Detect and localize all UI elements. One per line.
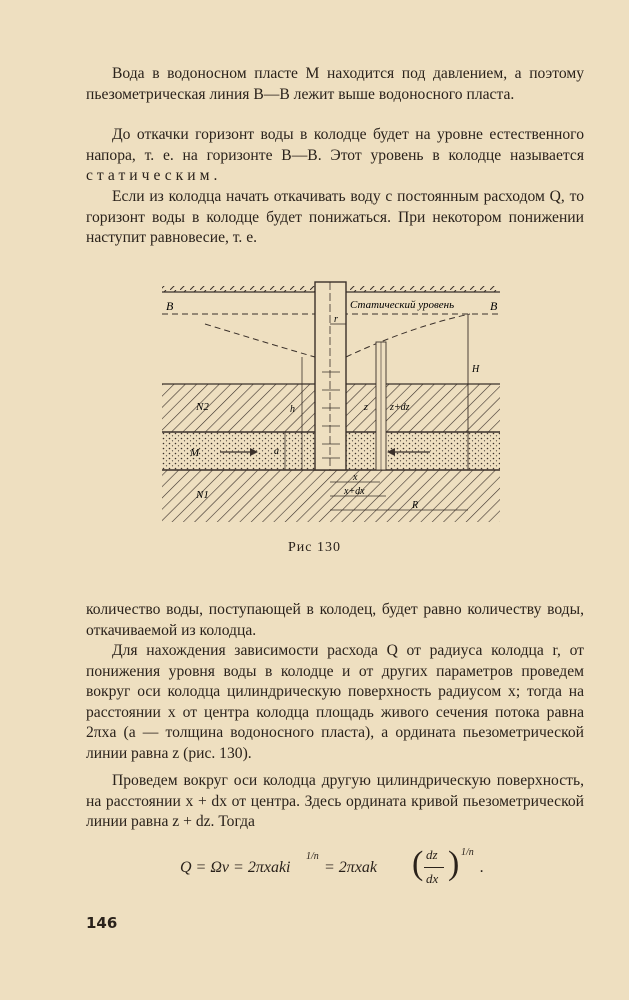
- formula-exp-1: 1/n: [306, 851, 319, 862]
- label-x: x: [353, 472, 358, 483]
- paragraph-2-text: До откачки горизонт воды в колодце будет на уровне естественного напора, т. е. на горизонте B—B. Этот уровень в колодце называется: [86, 126, 584, 164]
- aquifer-m-right: [346, 432, 500, 470]
- paragraph-4: количество воды, поступающей в колодец, будет равно количеству воды, откачиваемой из колодца.: [86, 601, 584, 639]
- aquifer-m-left: [162, 432, 315, 470]
- label-h-upper: H: [472, 364, 480, 375]
- formula-paren-open: (: [412, 845, 424, 882]
- formula-lhs: Q = Ωv = 2πxaki: [180, 859, 291, 876]
- figure-130-diagram: [150, 272, 510, 532]
- label-z-dz: z+dz: [390, 402, 410, 413]
- label-z: z: [364, 402, 368, 413]
- formula-exp-2: 1/n: [461, 847, 474, 858]
- paragraph-1: Вода в водоносном пласте M находится под давлением, а поэтому пьезометрическая линия B—B лежит выше водоносного пласта.: [86, 65, 584, 103]
- label-n2: N2: [196, 401, 209, 413]
- paragraph-2-end: .: [213, 167, 218, 185]
- paragraph-3: Если из колодца начать откачивать воду с постоянным расходом Q, то горизонт воды в колодце будет понижаться. При некотором понижении наступит равновесие, т. е.: [86, 188, 584, 247]
- label-m: M: [190, 447, 200, 459]
- formula: [180, 845, 520, 895]
- piezometric-curve-left: [205, 324, 315, 357]
- figure-caption: Рис 130: [288, 540, 341, 555]
- paragraph-2: [86, 125, 584, 187]
- label-static-level: Статический уровень: [350, 299, 455, 311]
- formula-mid: = 2πxak: [324, 859, 378, 876]
- formula-frac-num: dz: [426, 847, 438, 862]
- term-static: статическим: [86, 167, 214, 185]
- label-n1: N1: [196, 489, 209, 501]
- label-b-right: B: [490, 299, 498, 313]
- formula-end: .: [480, 859, 484, 876]
- label-r-radius: R: [412, 500, 419, 511]
- page-number: 146: [86, 914, 118, 932]
- formula-paren-close: ): [448, 845, 460, 882]
- well-shaft: [315, 282, 346, 470]
- formula-frac-bar: [424, 867, 444, 868]
- label-b-left: B: [166, 299, 174, 313]
- label-h: h: [290, 404, 295, 415]
- piezometric-curve-right: [346, 314, 470, 357]
- label-a: a: [274, 446, 279, 457]
- formula-frac-den: dx: [426, 871, 439, 886]
- paragraph-6: Проведем вокруг оси колодца другую цилиндрическую поверхность, на расстоянии x + dx от центра. Здесь ордината кривой пьезометрической линии равна z + dz. Тогда: [86, 772, 584, 831]
- layer-n2-right: [346, 384, 500, 432]
- label-r: r: [334, 314, 338, 325]
- paragraph-5: Для нахождения зависимости расхода Q от радиуса колодца r, от понижения уровня воды в колодце и от других параметров проведем вокруг оси колодца цилиндрическую поверхность радиусом x; тогда на расстоянии x от центра колодца площадь живого сечения потока равна 2πxa (a — толщина водоносного пласта), а ордината пьезометрической линии равна z (рис. 130).: [86, 642, 584, 762]
- label-x-dx: x+dx: [344, 486, 365, 497]
